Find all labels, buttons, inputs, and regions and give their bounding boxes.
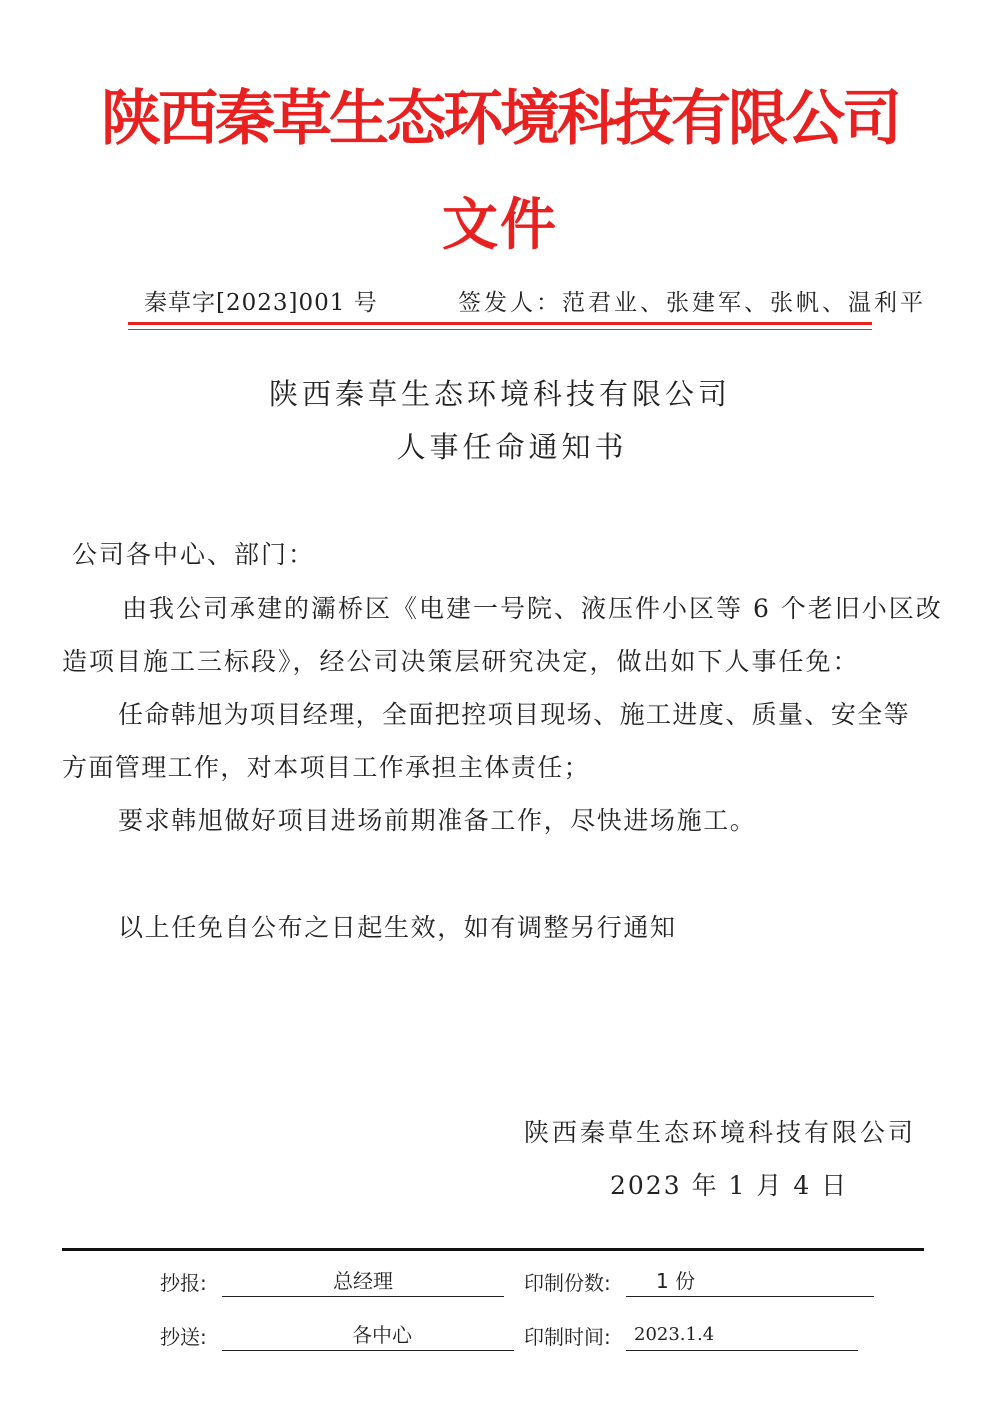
print-copies-value: 1 份 (626, 1266, 874, 1297)
signature-date: 2023 年 1 月 4 日 (610, 1171, 849, 1200)
footer-divider (62, 1248, 924, 1251)
document-number: 秦草字[2023]001 号 (144, 290, 378, 316)
document-header-file-label: 文件 (442, 193, 558, 258)
print-time-label: 印制时间: (524, 1325, 611, 1349)
document-signers: 签发人：范君业、张建军、张帆、温利平 (458, 290, 926, 316)
report-to-label: 抄报: (160, 1271, 207, 1295)
signature-company: 陕西秦草生态环境科技有限公司 (524, 1118, 917, 1147)
paragraph-1-line-2: 造项目施工三标段》，经公司决策层研究决定，做出如下人事任免： (62, 647, 860, 676)
paragraph-1-line-1: 由我公司承建的灞桥区《电建一号院、液压件小区等 6 个老旧小区改 (122, 594, 943, 623)
paragraph-3: 要求韩旭做好项目进场前期准备工作，尽快进场施工。 (118, 806, 757, 835)
notice-title: 人事任命通知书 (396, 430, 628, 464)
paragraph-4: 以上任免自公布之日起生效，如有调整另行通知 (118, 913, 677, 942)
paragraph-2-line-1: 任命韩旭为项目经理，全面把控项目现场、施工进度、质量、安全等 (118, 700, 911, 729)
header-divider-thin (128, 329, 872, 330)
print-copies-label: 印制份数: (524, 1271, 611, 1295)
cc-label: 抄送: (160, 1325, 207, 1349)
header-divider-thick (128, 322, 872, 325)
report-to-value: 总经理 (222, 1266, 504, 1297)
document-header-company: 陕西秦草生态环境科技有限公司 (101, 84, 899, 154)
print-time-value: 2023.1.4 (626, 1320, 858, 1351)
paragraph-2-line-2: 方面管理工作，对本项目工作承担主体责任； (62, 753, 591, 782)
cc-value: 各中心 (222, 1320, 514, 1351)
notice-salutation: 公司各中心、部门： (72, 540, 316, 569)
notice-company-name: 陕西秦草生态环境科技有限公司 (268, 377, 731, 411)
